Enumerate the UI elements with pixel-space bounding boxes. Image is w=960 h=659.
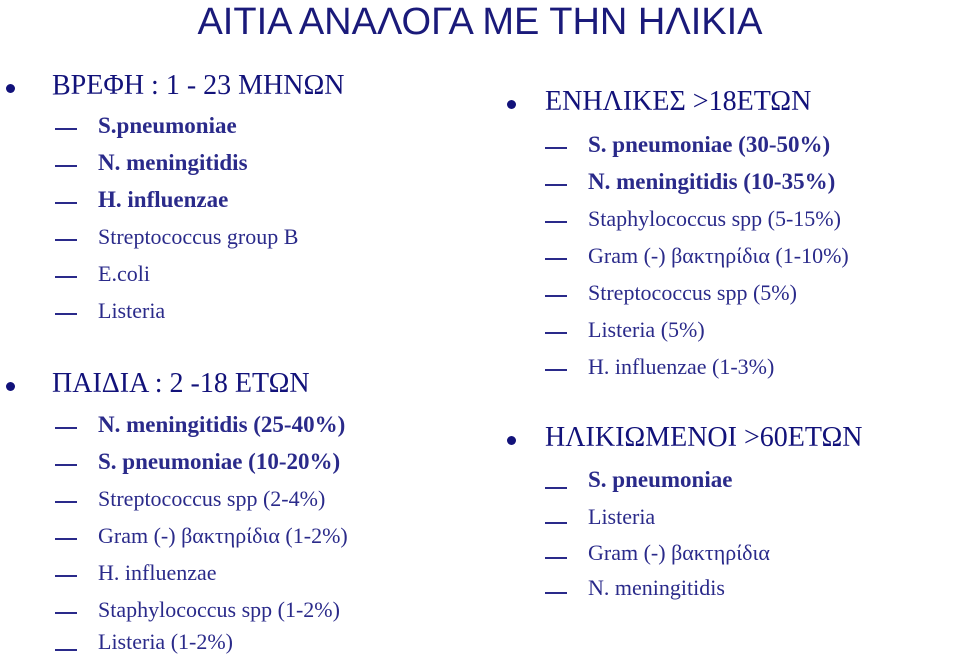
dash-icon <box>55 128 77 130</box>
dash-icon <box>55 165 77 167</box>
list-item: S. pneumoniae (10-20%) <box>98 449 341 474</box>
section-heading-elderly: ΗΛΙΚΙΩΜΕΝΟΙ >60ΕΤΩΝ <box>545 422 863 453</box>
dash-icon <box>55 575 77 577</box>
list-item: Streptococcus spp (5%) <box>588 280 797 305</box>
bullet-icon <box>507 436 516 445</box>
dash-icon <box>55 427 77 429</box>
dash-icon <box>545 184 567 186</box>
bullet-icon <box>6 84 15 93</box>
dash-icon <box>545 522 567 524</box>
dash-icon <box>545 557 567 559</box>
bullet-icon <box>507 100 516 109</box>
list-item: N. meningitidis (25-40%) <box>98 412 346 437</box>
dash-icon <box>545 258 567 260</box>
bullet-icon <box>6 382 15 391</box>
list-item: Listeria (1-2%) <box>98 629 233 654</box>
dash-icon <box>545 295 567 297</box>
list-item: N. meningitidis (10-35%) <box>588 169 836 194</box>
dash-icon <box>55 464 77 466</box>
dash-icon <box>55 649 77 651</box>
list-item: Staphylococcus spp (5-15%) <box>588 206 841 231</box>
list-item: Staphylococcus spp (1-2%) <box>98 597 340 622</box>
dash-icon <box>55 239 77 241</box>
list-item: Streptococcus spp (2-4%) <box>98 486 326 511</box>
list-item: Listeria <box>588 504 656 529</box>
list-item: S. pneumoniae (30-50%) <box>588 132 831 157</box>
dash-icon <box>545 221 567 223</box>
dash-icon <box>55 202 77 204</box>
list-item: Streptococcus group B <box>98 224 299 249</box>
dash-icon <box>55 313 77 315</box>
list-item: Gram (-) βακτηρίδια (1-10%) <box>588 243 849 268</box>
list-item: Gram (-) βακτηρίδια (1-2%) <box>98 523 348 548</box>
dash-icon <box>55 538 77 540</box>
list-item: H. influenzae <box>98 560 217 585</box>
section-heading-infants: ΒΡΕΦΗ : 1 - 23 ΜΗΝΩΝ <box>52 70 345 101</box>
dash-icon <box>55 276 77 278</box>
section-heading-children: ΠΑΙΔΙΑ : 2 -18 ΕΤΩΝ <box>52 368 310 399</box>
dash-icon <box>545 487 567 489</box>
list-item: N. meningitidis <box>98 150 248 175</box>
dash-icon <box>545 147 567 149</box>
list-item: N. meningitidis <box>588 575 725 600</box>
list-item: Listeria (5%) <box>588 317 705 342</box>
dash-icon <box>545 369 567 371</box>
dash-icon <box>545 332 567 334</box>
section-heading-adults: ΕΝΗΛΙΚΕΣ >18ΕΤΩΝ <box>545 86 812 117</box>
list-item: Gram (-) βακτηρίδια <box>588 540 770 565</box>
list-item: Listeria <box>98 298 166 323</box>
list-item: H. influenzae (1-3%) <box>588 354 775 379</box>
page-title: ΑΙΤΙΑ ΑΝΑΛΟΓΑ ΜΕ ΤΗΝ ΗΛΙΚΙΑ <box>197 1 763 43</box>
dash-icon <box>545 592 567 594</box>
list-item: H. influenzae <box>98 187 229 212</box>
dash-icon <box>55 612 77 614</box>
list-item: E.coli <box>98 261 150 286</box>
list-item: S.pneumoniae <box>98 113 237 138</box>
list-item: S. pneumoniae <box>588 467 733 492</box>
dash-icon <box>55 501 77 503</box>
